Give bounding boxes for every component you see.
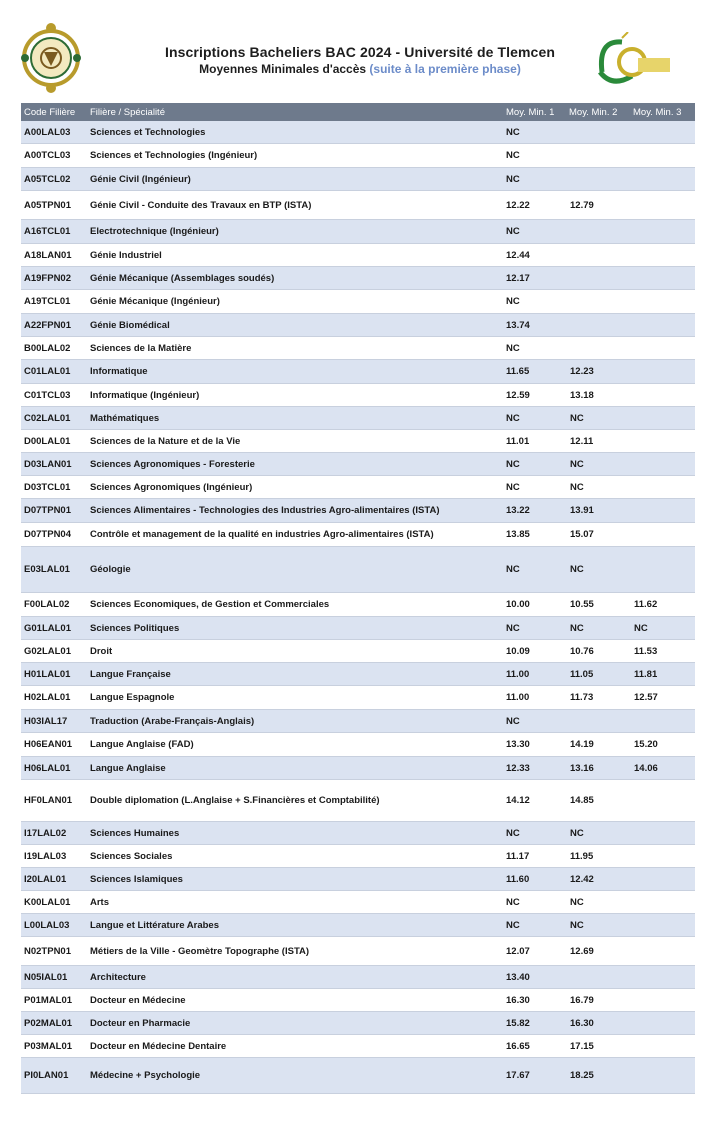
table-row — [21, 168, 695, 191]
cell-code: G02LAL01 — [24, 645, 71, 657]
table-row — [21, 360, 695, 384]
cell-code: I20LAL01 — [24, 873, 67, 885]
cell-code: PI0LAN01 — [24, 1070, 69, 1081]
cell-code: K00LAL01 — [24, 896, 71, 908]
table-body — [21, 121, 695, 1094]
cell-moy3: 12.57 — [634, 692, 658, 703]
table-row — [21, 523, 695, 547]
cell-moy1: NC — [506, 226, 520, 237]
table-row — [21, 337, 695, 360]
cell-moy2: 18.25 — [570, 1070, 594, 1081]
cell-filiere: Géologie — [90, 564, 131, 575]
cell-code: HF0LAN01 — [24, 795, 73, 806]
cell-filiere: Sciences et Technologies — [90, 126, 206, 138]
cell-filiere: Docteur en Médecine Dentaire — [90, 1040, 227, 1052]
cell-filiere: Electrotechnique (Ingénieur) — [90, 226, 219, 237]
table-row — [21, 617, 695, 640]
cell-moy3: 11.53 — [634, 645, 658, 657]
cell-moy1: NC — [506, 919, 520, 931]
cell-code: A19TCL01 — [24, 296, 71, 307]
cell-moy1: 11.65 — [506, 366, 530, 377]
table-row — [21, 191, 695, 220]
cell-code: A18LAN01 — [24, 249, 72, 261]
cell-filiere: Droit — [90, 645, 113, 657]
cell-moy1: 11.00 — [506, 692, 530, 703]
cell-moy1: 10.00 — [506, 599, 530, 610]
cell-moy2: 10.76 — [570, 645, 594, 657]
cell-filiere: Contrôle et management de la qualité en industries Agro-alimentaires (ISTA) — [90, 529, 434, 540]
cell-moy1: 12.33 — [506, 762, 530, 774]
column-header-filiere: Filière / Spécialité — [90, 106, 165, 118]
cell-moy1: 12.07 — [506, 945, 530, 957]
cell-filiere: Génie Civil (Ingénieur) — [90, 173, 191, 185]
table-row — [21, 710, 695, 733]
cell-code: D03TCL01 — [24, 481, 71, 493]
cell-filiere: Arts — [90, 896, 110, 908]
cell-moy2: NC — [570, 827, 584, 839]
cell-filiere: Sciences Humaines — [90, 827, 180, 839]
cell-code: N02TPN01 — [24, 945, 71, 957]
cell-moy1: NC — [506, 481, 520, 493]
cell-moy1: NC — [506, 296, 520, 307]
cell-code: E03LAL01 — [24, 564, 70, 575]
table-row — [21, 640, 695, 663]
cell-code: P01MAL01 — [24, 994, 73, 1006]
cell-code: F00LAL02 — [24, 599, 70, 610]
table-row — [21, 914, 695, 937]
cell-moy1: 12.59 — [506, 389, 530, 401]
cell-moy1: NC — [506, 715, 520, 727]
cell-moy1: 13.74 — [506, 319, 530, 331]
cell-moy2: 15.07 — [570, 529, 594, 540]
cell-moy3: NC — [634, 622, 648, 634]
cell-code: N05IAL01 — [24, 971, 68, 983]
cell-moy2: 14.85 — [570, 795, 594, 806]
cell-filiere: Docteur en Médecine — [90, 994, 186, 1006]
cell-moy1: 13.85 — [506, 529, 530, 540]
cell-code: D00LAL01 — [24, 435, 71, 447]
cell-code: A16TCL01 — [24, 226, 71, 237]
cell-code: C02LAL01 — [24, 412, 71, 424]
cell-moy2: 12.11 — [570, 435, 594, 447]
cell-moy1: 11.00 — [506, 668, 530, 680]
cell-moy1: 11.60 — [506, 873, 530, 885]
table-row — [21, 121, 695, 144]
cell-moy1: 10.09 — [506, 645, 530, 657]
cell-filiere: Sciences Agronomiques (Ingénieur) — [90, 481, 253, 493]
table-row — [21, 780, 695, 822]
cell-filiere: Génie Mécanique (Assemblages soudés) — [90, 272, 275, 284]
table-row — [21, 499, 695, 523]
table-row — [21, 845, 695, 868]
cell-moy1: 11.17 — [506, 850, 530, 862]
column-header-moy1: Moy. Min. 1 — [506, 106, 555, 118]
cell-code: P02MAL01 — [24, 1017, 73, 1029]
university-emblem-icon — [20, 22, 82, 94]
cell-code: B00LAL02 — [24, 342, 71, 354]
table-row — [21, 937, 695, 966]
cell-filiere: Métiers de la Ville - Geomètre Topographe (ISTA) — [90, 945, 310, 957]
subtitle-main: Moyennes Minimales d'accès — [199, 62, 367, 76]
table-row — [21, 822, 695, 845]
cell-moy3: 11.62 — [634, 599, 658, 610]
cell-moy1: NC — [506, 150, 520, 161]
cell-filiere: Sciences Alimentaires - Technologies des Industries Agro-alimentaires (ISTA) — [90, 505, 440, 516]
cell-filiere: Langue Anglaise — [90, 762, 166, 774]
cell-filiere: Langue Anglaise (FAD) — [90, 739, 194, 750]
cell-moy2: 10.55 — [570, 599, 594, 610]
table-row — [21, 966, 695, 989]
cell-filiere: Sciences Economiques, de Gestion et Commerciales — [90, 599, 330, 610]
cell-moy1: NC — [506, 564, 520, 575]
table-row — [21, 430, 695, 453]
cell-moy1: NC — [506, 173, 520, 185]
table-row — [21, 220, 695, 244]
cell-filiere: Traduction (Arabe-Français-Anglais) — [90, 715, 255, 727]
cell-moy1: NC — [506, 126, 520, 138]
table-row — [21, 144, 695, 168]
table-row — [21, 314, 695, 337]
results-table — [21, 103, 695, 1094]
cell-moy3: 15.20 — [634, 739, 658, 750]
cell-moy2: 11.95 — [570, 850, 594, 862]
cell-filiere: Génie Civil - Conduite des Travaux en BTP (ISTA) — [90, 199, 312, 211]
cell-code: D07TPN04 — [24, 529, 71, 540]
cell-filiere: Génie Biomédical — [90, 319, 170, 331]
cell-moy2: NC — [570, 481, 584, 493]
cell-moy2: 16.79 — [570, 994, 594, 1006]
table-row — [21, 868, 695, 891]
table-row — [21, 453, 695, 476]
cell-filiere: Sciences et Technologies (Ingénieur) — [90, 150, 258, 161]
cell-code: A00TCL03 — [24, 150, 71, 161]
cell-moy3: 14.06 — [634, 762, 658, 774]
cell-code: C01TCL03 — [24, 389, 71, 401]
table-row — [21, 891, 695, 914]
cell-moy2: 12.69 — [570, 945, 594, 957]
cell-moy1: NC — [506, 827, 520, 839]
cell-moy1: NC — [506, 412, 520, 424]
cell-filiere: Génie Industriel — [90, 249, 162, 261]
cell-code: A00LAL03 — [24, 126, 71, 138]
cell-filiere: Sciences Agronomiques - Foresterie — [90, 458, 255, 470]
cell-filiere: Informatique — [90, 366, 148, 377]
cell-moy1: 11.01 — [506, 435, 530, 447]
cell-moy2: 17.15 — [570, 1040, 594, 1052]
table-row — [21, 476, 695, 499]
column-header-moy2: Moy. Min. 2 — [569, 106, 618, 118]
table-row — [21, 384, 695, 407]
cell-moy2: 13.91 — [570, 505, 594, 516]
table-row — [21, 686, 695, 710]
table-row — [21, 663, 695, 686]
cell-code: G01LAL01 — [24, 622, 71, 634]
cell-moy2: NC — [570, 622, 584, 634]
table-row — [21, 267, 695, 290]
cell-moy1: 16.65 — [506, 1040, 530, 1052]
cell-moy2: 13.16 — [570, 762, 594, 774]
cell-code: A05TCL02 — [24, 173, 71, 185]
cell-code: D07TPN01 — [24, 505, 71, 516]
table-row — [21, 1035, 695, 1058]
cell-moy1: 12.17 — [506, 272, 530, 284]
cell-code: A22FPN01 — [24, 319, 71, 331]
cell-moy2: 14.19 — [570, 739, 594, 750]
cell-code: D03LAN01 — [24, 458, 72, 470]
cell-code: I19LAL03 — [24, 850, 67, 862]
table-row — [21, 407, 695, 430]
column-header-code: Code Filière — [24, 106, 76, 118]
cell-moy3: 11.81 — [634, 668, 658, 680]
table-row — [21, 757, 695, 780]
cell-moy1: 12.44 — [506, 249, 530, 261]
cell-moy1: 14.12 — [506, 795, 530, 806]
subtitle-paren: (suite à la première phase) — [369, 62, 521, 76]
cell-moy2: 12.79 — [570, 199, 594, 211]
cell-moy2: NC — [570, 896, 584, 908]
cell-code: L00LAL03 — [24, 919, 70, 931]
cell-moy1: 12.22 — [506, 199, 530, 211]
column-header-moy3: Moy. Min. 3 — [633, 106, 682, 118]
table-row — [21, 1012, 695, 1035]
cell-moy1: NC — [506, 622, 520, 634]
cell-moy1: NC — [506, 896, 520, 908]
table-header — [21, 103, 695, 121]
cell-moy2: 11.05 — [570, 668, 594, 680]
cell-filiere: Sciences de la Matière — [90, 342, 192, 354]
cell-moy1: NC — [506, 458, 520, 470]
anniversary-logo-icon — [592, 32, 672, 90]
cell-filiere: Génie Mécanique (Ingénieur) — [90, 296, 220, 307]
table-row — [21, 1058, 695, 1094]
cell-moy2: 16.30 — [570, 1017, 594, 1029]
cell-code: H03IAL17 — [24, 715, 68, 727]
table-row — [21, 989, 695, 1012]
cell-moy1: 16.30 — [506, 994, 530, 1006]
cell-moy2: NC — [570, 458, 584, 470]
cell-filiere: Double diplomation (L.Anglaise + S.Financières et Comptabilité) — [90, 795, 380, 806]
cell-code: H02LAL01 — [24, 692, 71, 703]
cell-moy1: 13.40 — [506, 971, 530, 983]
cell-code: H01LAL01 — [24, 668, 71, 680]
cell-moy2: 12.42 — [570, 873, 594, 885]
cell-code: A05TPN01 — [24, 199, 71, 211]
cell-code: A19FPN02 — [24, 272, 71, 284]
cell-moy1: 13.30 — [506, 739, 530, 750]
cell-filiere: Docteur en Pharmacie — [90, 1017, 191, 1029]
cell-filiere: Médecine + Psychologie — [90, 1070, 201, 1081]
cell-filiere: Informatique (Ingénieur) — [90, 389, 200, 401]
cell-moy2: NC — [570, 564, 584, 575]
table-row — [21, 593, 695, 617]
cell-filiere: Mathématiques — [90, 412, 160, 424]
cell-filiere: Langue et Littérature Arabes — [90, 919, 219, 931]
cell-filiere: Sciences Islamiques — [90, 873, 183, 885]
cell-moy1: NC — [506, 342, 520, 354]
cell-filiere: Sciences de la Nature et de la Vie — [90, 435, 241, 447]
page-title: Inscriptions Bacheliers BAC 2024 - Université de Tlemcen — [165, 44, 555, 60]
cell-moy2: 12.23 — [570, 366, 594, 377]
cell-moy1: 15.82 — [506, 1017, 530, 1029]
cell-moy2: 13.18 — [570, 389, 594, 401]
cell-moy2: NC — [570, 412, 584, 424]
table-row — [21, 547, 695, 593]
cell-code: P03MAL01 — [24, 1040, 73, 1052]
cell-moy2: NC — [570, 919, 584, 931]
cell-code: I17LAL02 — [24, 827, 67, 839]
cell-filiere: Langue Espagnole — [90, 692, 175, 703]
cell-filiere: Sciences Sociales — [90, 850, 173, 862]
table-row — [21, 244, 695, 267]
cell-filiere: Architecture — [90, 971, 146, 983]
cell-code: C01LAL01 — [24, 366, 71, 377]
document-header — [0, 0, 720, 100]
cell-filiere: Sciences Politiques — [90, 622, 180, 634]
page-subtitle — [120, 62, 600, 76]
cell-moy2: 11.73 — [570, 692, 594, 703]
cell-moy1: 17.67 — [506, 1070, 530, 1081]
cell-code: H06EAN01 — [24, 739, 73, 750]
table-row — [21, 290, 695, 314]
cell-filiere: Langue Française — [90, 668, 171, 680]
cell-code: H06LAL01 — [24, 762, 71, 774]
table-row — [21, 733, 695, 757]
cell-moy1: 13.22 — [506, 505, 530, 516]
